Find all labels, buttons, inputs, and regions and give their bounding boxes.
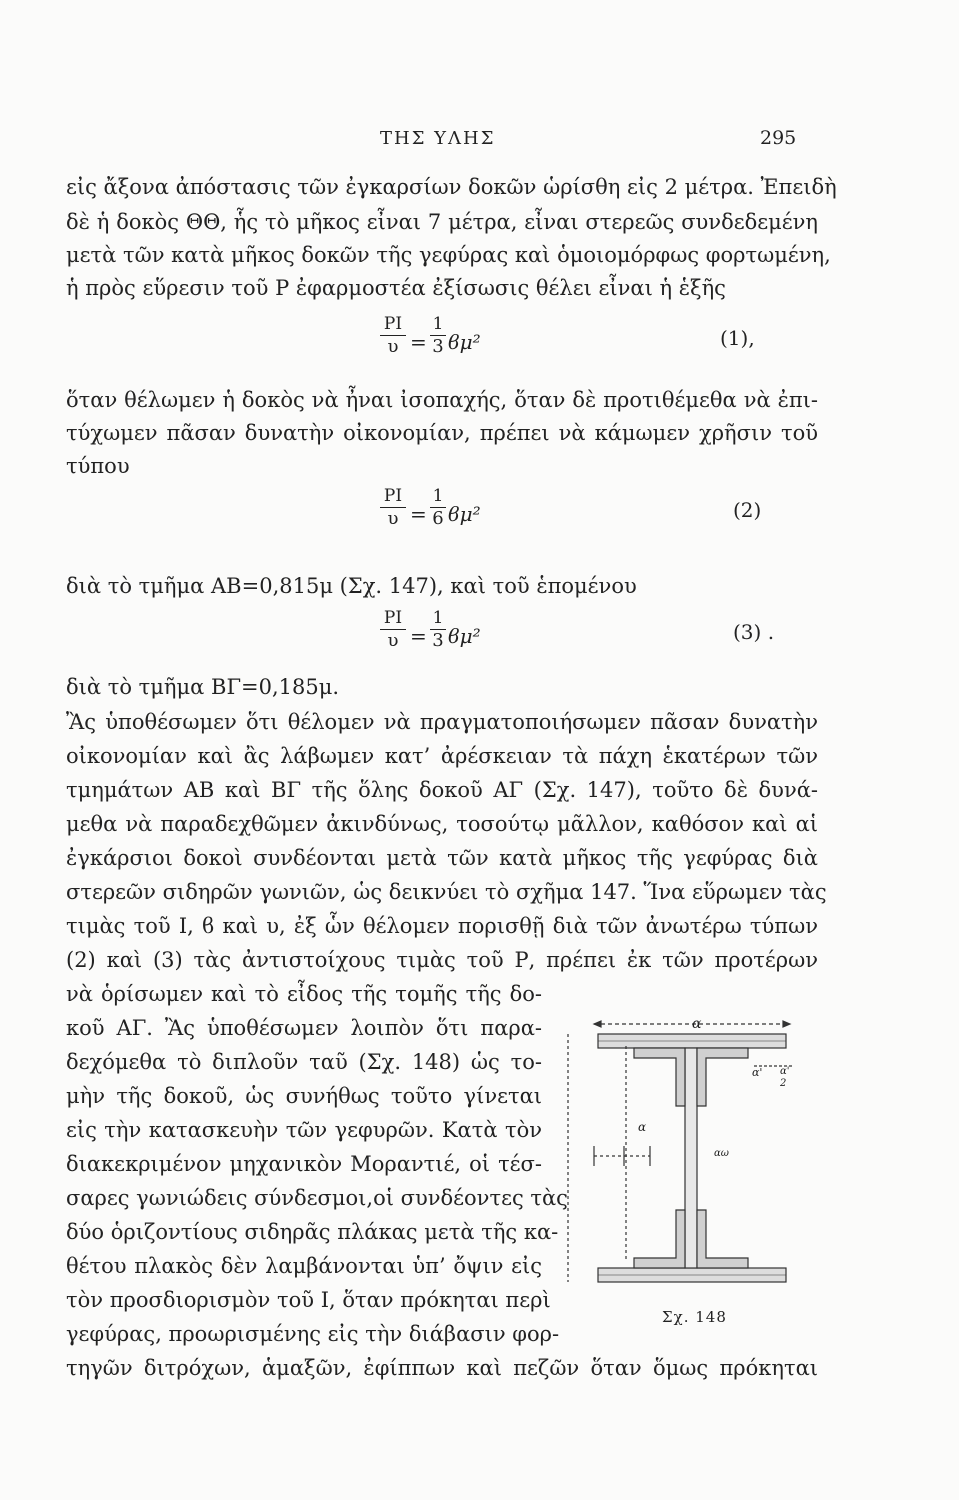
- page-number: 295: [760, 127, 797, 149]
- text-line: νὰ ὁρίσωμεν καὶ τὸ εἶδος τῆς τομῆς τῆς δο-: [66, 982, 542, 1006]
- label-alpha-web-side: αω: [714, 1148, 729, 1159]
- equation-number: (3) .: [733, 620, 775, 644]
- text-line: διακεκριμένον μηχανικὸν Μοραντιέ, οἱ τέσ-: [66, 1152, 542, 1176]
- formula-2: [380, 488, 800, 548]
- text-line: μετὰ τῶν κατὰ μῆκος δοκῶν τῆς γεφύρας καὶ ὁμοιομόρφως φορτωμένη,: [66, 243, 831, 267]
- coefficient-fraction: $\frac{1}{3}$: [430, 610, 446, 650]
- figure-caption: Σχ. 148: [662, 1308, 727, 1326]
- text-line: σαρες γωνιώδεις σύνδεσμοι,οἱ συνδέοντες τὰς: [66, 1186, 568, 1210]
- angle-bottom-right: [697, 1210, 748, 1268]
- text-line: δὲ ἡ δοκὸς ΘΘ, ἧς τὸ μῆκος εἶναι 7 μέτρα, εἶναι στερεῶς συνδεδεμένη: [66, 210, 818, 234]
- angle-top-left: [634, 1048, 685, 1106]
- text-line: τιμὰς τοῦ Ι, ϐ καὶ υ, ἐξ ὧν θέλομεν πορισθῇ διὰ τῶν ἀνωτέρω τύπων: [66, 914, 818, 938]
- formula-tail: ϐμ²: [448, 330, 481, 354]
- text-line: κοῦ ΑΓ. Ἂς ὑποθέσωμεν λοιπὸν ὅτι παρα-: [66, 1016, 542, 1040]
- text-line: δεχόμεθα τὸ διπλοῦν ταῦ (Σχ. 148) ὡς το-: [66, 1050, 542, 1074]
- label-a: α: [692, 1016, 702, 1032]
- formula-tail: ϐμ²: [448, 624, 481, 648]
- text-line: ἡ πρὸς εὕρεσιν τοῦ Ρ ἐφαρμοστέα ἐξίσωσις θέλει εἶναι ἡ ἑξῆς: [66, 276, 726, 300]
- label-a-half-num: α': [780, 1066, 790, 1077]
- fraction-pi-over-u: $\frac{PI}{\upsilon}$: [380, 610, 406, 650]
- text-line: τηγῶν διτρόχων, ἁμαξῶν, ἐφίππων καὶ πεζῶν ὅταν ὅμως πρόκηται: [66, 1356, 818, 1380]
- equation-number: (1),: [720, 326, 755, 350]
- fraction-pi-over-u: $\frac{PI}{\upsilon}$: [380, 316, 406, 356]
- formula-tail: ϐμ²: [448, 502, 481, 526]
- coefficient-fraction: $\frac{1}{3}$: [430, 316, 446, 356]
- equals-sign: =: [410, 330, 427, 354]
- equals-sign: =: [410, 502, 427, 526]
- text-line: μὴν τῆς δοκοῦ, ὡς συνήθως τοῦτο γίνεται: [66, 1084, 542, 1108]
- text-line: στερεῶν σιδηρῶν γωνιῶν, ὡς δεικνύει τὸ σχῆμα 147. Ἵνα εὕρωμεν τὰς: [66, 880, 827, 904]
- text-line: διὰ τὸ τμῆμα ΑΒ=0,815μ (Σχ. 147), καὶ τοῦ ἑπομένου: [66, 574, 637, 598]
- text-line: εἰς τὴν κατασκευὴν τῶν γεφυρῶν. Κατὰ τὸν: [66, 1118, 542, 1142]
- text-line: τὸν προσδιορισμὸν τοῦ Ι, ὅταν πρόκηται περὶ: [66, 1288, 551, 1312]
- text-line: μεθα νὰ παραδεχθῶμεν ἀκινδύνως, τοσούτῳ μᾶλλον, καθόσον καὶ αἱ: [66, 812, 818, 836]
- arrow-left-icon: [594, 1021, 601, 1027]
- angle-bottom-left: [634, 1210, 685, 1268]
- fraction-pi-over-u: $\frac{PI}{\upsilon}$: [380, 488, 406, 528]
- text-line: ὅταν θέλωμεν ἡ δοκὸς νὰ ἦναι ἰσοπαχής, ὅταν δὲ προτιθέμεθα νὰ ἐπι-: [66, 388, 818, 412]
- running-header: ΤΗΣ ΥΛΗΣ: [380, 128, 496, 149]
- label-a-half-den: 2: [780, 1078, 787, 1089]
- web-plate: [685, 1048, 697, 1268]
- formula-1: [380, 316, 800, 376]
- text-line: Ἂς ὑποθέσωμεν ὅτι θέλομεν νὰ πραγματοποιήσωμεν πᾶσαν δυνατὴν: [66, 710, 818, 734]
- text-line: διὰ τὸ τμῆμα ΒΓ=0,185μ.: [66, 675, 340, 699]
- i-beam-figure: [554, 1016, 804, 1306]
- text-line: τύχωμεν πᾶσαν δυνατὴν οἰκονομίαν, πρέπει νὰ κάμωμεν χρῆσιν τοῦ: [66, 421, 818, 445]
- equals-sign: =: [410, 624, 427, 648]
- text-line: ἐγκάρσιοι δοκοὶ συνδέονται μετὰ τῶν κατὰ μῆκος τῆς γεφύρας διὰ: [66, 846, 818, 870]
- arrow-right-icon: [783, 1021, 790, 1027]
- angle-top-right: [697, 1048, 748, 1106]
- text-line: τμημάτων ΑΒ καὶ ΒΓ τῆς ὅλης δοκοῦ ΑΓ (Σχ. 147), τοῦτο δὲ δυνά-: [66, 778, 818, 802]
- text-line: θέτου πλακὸς δὲν λαμβάνονται ὑπ’ ὄψιν εἰς: [66, 1254, 542, 1278]
- coefficient-fraction: $\frac{1}{6}$: [430, 488, 446, 528]
- formula-3: [380, 610, 800, 670]
- label-web-alpha: α: [638, 1120, 647, 1134]
- label-a-prime: α': [752, 1066, 763, 1079]
- text-line: εἰς ἄξονα ἀπόστασις τῶν ἐγκαρσίων δοκῶν ὡρίσθη εἰς 2 μέτρα. Ἐπειδὴ: [66, 175, 837, 199]
- text-line: δύο ὁριζοντίους σιδηρᾶς πλάκας μετὰ τῆς κα-: [66, 1220, 559, 1244]
- equation-number: (2): [733, 498, 762, 522]
- text-line: τύπου: [66, 454, 130, 478]
- text-line: οἰκονομίαν καὶ ἂς λάβωμεν κατ’ ἀρέσκειαν τὰ πάχη ἑκατέρων τῶν: [66, 744, 818, 768]
- text-line: γεφύρας, προωρισμένης εἰς τὴν διάβασιν φορ-: [66, 1322, 560, 1346]
- text-line: (2) καὶ (3) τὰς ἀντιστοίχους τιμὰς τοῦ Ρ, πρέπει ἐκ τῶν προτέρων: [66, 948, 818, 972]
